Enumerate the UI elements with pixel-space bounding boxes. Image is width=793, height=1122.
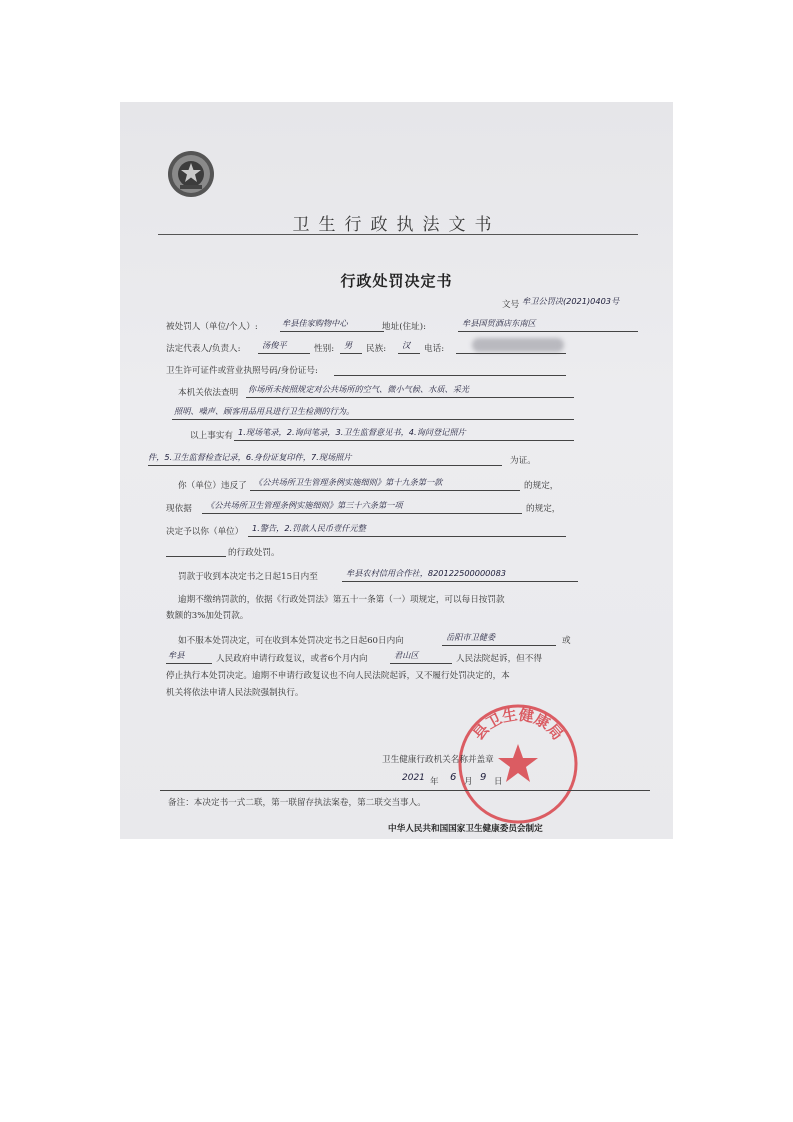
license-label: 卫生许可证件或营业执照号码/身份证号: [166,366,318,376]
doc-number-value: 牟卫公罚决(2021)0403号 [522,296,620,306]
basis-label: 现依据 [166,504,192,514]
evidence-line2: 件，5.卫生监督检查记录，6.身份证复印件，7.现场照片 [148,452,352,462]
footer-publisher: 中华人民共和国国家卫生健康委员会制定 [388,824,543,834]
phone-line [456,353,566,354]
ethnic-line [398,353,420,354]
rep-label: 法定代表人/负责人: [166,344,241,354]
basis-rule [202,513,522,514]
signature-month-unit: 月 [464,777,473,787]
overdue-line2: 数额的3%加处罚款。 [166,611,249,621]
violation-label: 你（单位）违反了 [178,481,247,491]
party-value: 牟县佳家购物中心 [282,318,348,328]
license-line [334,375,566,376]
appeal-line2: 人民政府申请行政复议，或者6个月内向 [216,654,368,664]
appeal-or: 或 [562,636,571,646]
payment-rule [342,581,578,582]
phone-label: 电话: [424,344,445,354]
signature-year: 2021 [402,773,425,783]
appeal-rule2 [166,663,212,664]
gender-line [340,353,362,354]
party-line [280,331,384,332]
address-value: 牟县国贸酒店东南区 [462,318,536,328]
appeal-rule1 [442,645,556,646]
decision-value: 1.警告，2.罚款人民币壹仟元整 [252,523,366,533]
appeal-line1: 如不服本处罚决定，可在收到本处罚决定书之日起60日内向 [178,636,404,646]
address-label: 地址(住址): [382,322,426,332]
appeal-line2-end: 人民法院起诉，但不得 [456,654,542,664]
signature-year-unit: 年 [430,777,439,787]
evidence-line1: 1.现场笔录，2.询问笔录，3.卫生监督意见书，4.询问登记照片 [238,427,466,437]
basis-suffix: 的规定， [526,504,561,514]
violation-suffix: 的规定， [524,481,559,491]
gender-value: 男 [344,340,353,350]
evidence-label: 以上事实有 [190,431,233,441]
header-title: 卫生行政执法文书 [292,215,501,235]
decision-rule2 [166,556,226,557]
party-label: 被处罚人（单位/个人）: [166,322,258,332]
national-emblem-icon [166,149,216,199]
signature-month: 6 [450,772,457,783]
findings-label: 本机关依法查明 [178,388,239,398]
overdue-line1: 逾期不缴纳罚款的，依据《行政处罚法》第五十一条第（一）项规定，可以每日按罚款 [178,595,505,605]
address-line [458,331,638,332]
signature-day-unit: 日 [494,777,503,787]
doc-number-label: 文号 [502,300,520,310]
rep-value: 汤俊平 [262,340,287,350]
payment-label: 罚款于收到本决定书之日起15日内至 [178,572,318,582]
ethnic-label: 民族: [366,344,387,354]
findings-line1-rule [246,397,574,398]
findings-line2-rule [172,419,574,420]
svg-text:县卫生健康局 [469,705,566,743]
ethnic-value: 汉 [402,340,411,350]
appeal-line3: 停止执行本处罚决定。逾期不申请行政复议也不向人民法院起诉，又不履行处罚决定的，本 [166,671,510,681]
gender-label: 性别: [314,344,335,354]
signature-day: 9 [480,772,487,783]
evidence-line2-rule [148,465,502,466]
signature-org-label: 卫生健康行政机关名称并盖章 [382,755,494,765]
decision-rule [248,536,566,537]
evidence-line1-rule [234,440,574,441]
appeal-body3: 君山区 [394,650,419,660]
appeal-body1: 岳阳市卫健委 [446,632,496,642]
appeal-body2: 牟县 [168,650,185,660]
header-rule [158,234,638,235]
redacted-phone [472,338,564,352]
footer-rule [160,790,650,791]
basis-value: 《公共场所卫生管理条例实施细则》第三十六条第一项 [206,500,403,510]
appeal-rule3 [390,663,452,664]
findings-line2: 照明、噪声、顾客用品用具进行卫生检测的行为。 [174,406,355,416]
findings-line1: 你场所未按照规定对公共场所的空气、微小气候、水质、采光 [248,384,470,394]
seal-text: 县卫生健康局 [469,705,567,744]
decision-suffix: 的行政处罚。 [228,548,280,558]
violation-rule [250,490,520,491]
decision-label: 决定予以你（单位） [166,527,244,537]
appeal-line4: 机关将依法申请人民法院强制执行。 [166,688,304,698]
document-title: 行政处罚决定书 [340,272,453,290]
footer-note: 备注：本决定书一式二联，第一联留存执法案卷，第二联交当事人。 [168,798,426,808]
evidence-suffix: 为证。 [510,456,536,466]
payment-value: 牟县农村信用合作社，820122500000083 [346,568,507,578]
rep-line [258,353,310,354]
violation-value: 《公共场所卫生管理条例实施细则》第十九条第一款 [254,477,443,487]
document-photo [120,102,673,839]
